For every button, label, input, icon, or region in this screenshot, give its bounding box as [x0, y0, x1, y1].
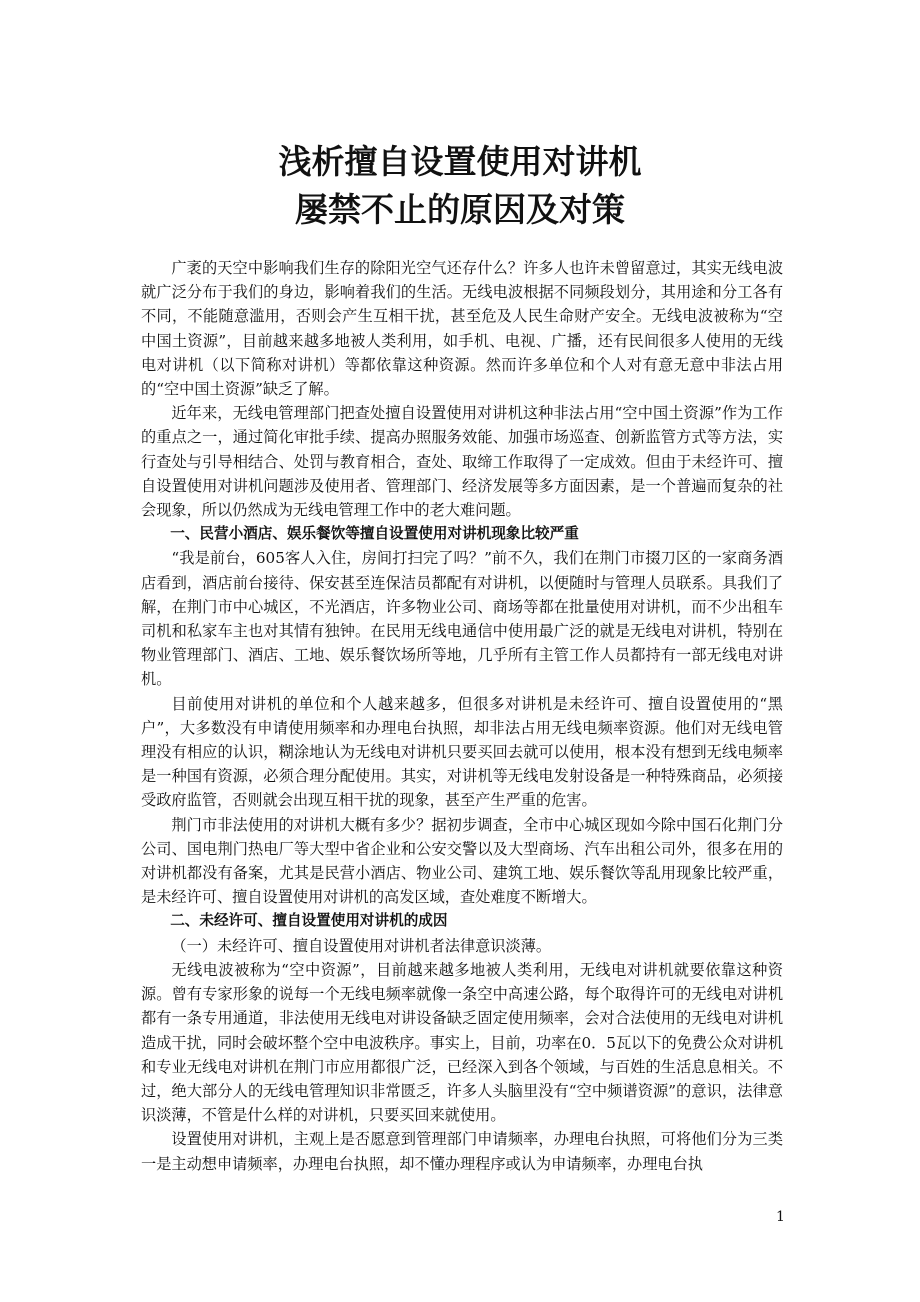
paragraph-jingmen-survey: 荆门市非法使用的对讲机大概有多少？据初步调查，全市中心城区现如今除中国石化荆门分公司、国电荆门热电厂等大型中省企业和公安交警以及大型商场、汽车出租公司外，很多在用的对讲机都没有备案，尤其是民营小酒店、物业公司、建筑工地、娱乐餐饮等乱用现象比较严重，是未经许可、擅自设置使用对讲机的高发区域，查处难度不断增大。 [141, 815, 783, 907]
paragraph-recent-years: 近年来，无线电管理部门把查处擅自设置使用对讲机这种非法占用“空中国土资源”作为工作的重点之一，通过简化审批手续、提高办照服务效能、加强市场巡查、创新监管方式等方法，实行查处与引导相结合、处罚与教育相合，查处、取缔工作取得了一定成效。但由于未经许可、擅自设置使用对讲机问题涉及使用者、管理部门、经济发展等多方面因素，是一个普遍而复杂的社会现象，所以仍然成为无线电管理工作中的老大难问题。 [141, 404, 783, 520]
paragraph-hotel-example: “我是前台，605客人入住，房间打扫完了吗？”前不久，我们在荆门市掇刀区的一家商务酒店看到，酒店前台接待、保安甚至连保洁员都配有对讲机，以便随时与管理人员联系。具我们了解，在荆门市中心城区，不光酒店，许多物业公司、商场等都在批量使用对讲机，而不少出租车司机和私家车主也对其情有独钟。在民用无线电通信中使用最广泛的就是无线电对讲机，特别在物业管理部门、酒店、工地、娱乐餐饮场所等地，几乎所有主管工作人员都持有一部无线电对讲机。 [141, 549, 783, 689]
title-line-1: 浅析擅自设置使用对讲机 [278, 142, 642, 181]
paragraph-black-users: 目前使用对讲机的单位和个人越来越多，但很多对讲机是未经许可、擅自设置使用的“黑户”，大多数没有申请使用频率和办理电台执照，却非法占用无线电频率资源。他们对无线电管理没有相应的认识，糊涂地认为无线电对讲机只要买回去就可以使用，根本没有想到无线电频率是一种国有资源，必须合理分配使用。其实，对讲机等无线电发射设备是一种特殊商品，必须接受政府监管，否则就会出现互相干扰的现象，甚至产生严重的危害。 [141, 694, 783, 810]
paragraph-three-types: 设置使用对讲机，主观上是否愿意到管理部门申请频率，办理电台执照，可将他们分为三类 一是主动想申请频率，办理电台执照，却不懂办理程序或认为申请频率，办理电台执 [141, 1130, 783, 1173]
title-line-2: 屡禁不止的原因及对策 [295, 190, 625, 229]
paragraph-air-resources: 无线电波被称为“空中资源”，目前越来越多地被人类利用，无线电对讲机就要依靠这种资源。曾有专家形象的说每一个无线电频率就像一条空中高速公路，每个取得许可的无线电对讲机都有一条专用通道，非法使用无线电对讲设备缺乏固定使用频率，会对合法使用的无线电对讲机造成干扰，同时会破坏整个空中电波秩序。事实上，目前，功率在0．5瓦以下的免费公众对讲机和专业无线电对讲机在荆门市应用都很广泛，已经深入到各个领域，与百姓的生活息息相关。不过，绝大部分人的无线电管理知识非常匮乏，许多人头脑里没有“空中频谱资源”的意识，法律意识淡薄，不管是什么样的对讲机，只要买回来就使用。 [141, 960, 784, 1125]
section-heading-1: 一、民营小酒店、娱乐餐饮等擅自设置使用对讲机现象比较严重 [170, 525, 579, 543]
document-body [141, 256, 783, 1176]
paragraph-intro: 广袤的天空中影响我们生存的除阳光空气还存什么？许多人也许未曾留意过，其实无线电波就广泛分布于我们的身边，影响着我们的生活。无线电波根据不同频段划分，其用途和分工各有不同，不能随意滥用，否则会产生互相干扰，甚至危及人民生命财产安全。无线电波被称为“空中国土资源”，目前越来越多地被人类利用，如手机、电视、广播，还有民间很多人使用的无线电对讲机（以下简称对讲机）等都依靠这种资源。然而许多单位和个人对有意无意中非法占用的“空中国土资源”缺乏了解。 [141, 259, 783, 399]
subsection-heading-1: （一）未经许可、擅自设置使用对讲机者法律意识淡薄。 [171, 936, 552, 955]
section-heading-2: 二、未经许可、擅自设置使用对讲机的成因 [170, 912, 448, 930]
page-number: 1 [776, 1209, 785, 1225]
